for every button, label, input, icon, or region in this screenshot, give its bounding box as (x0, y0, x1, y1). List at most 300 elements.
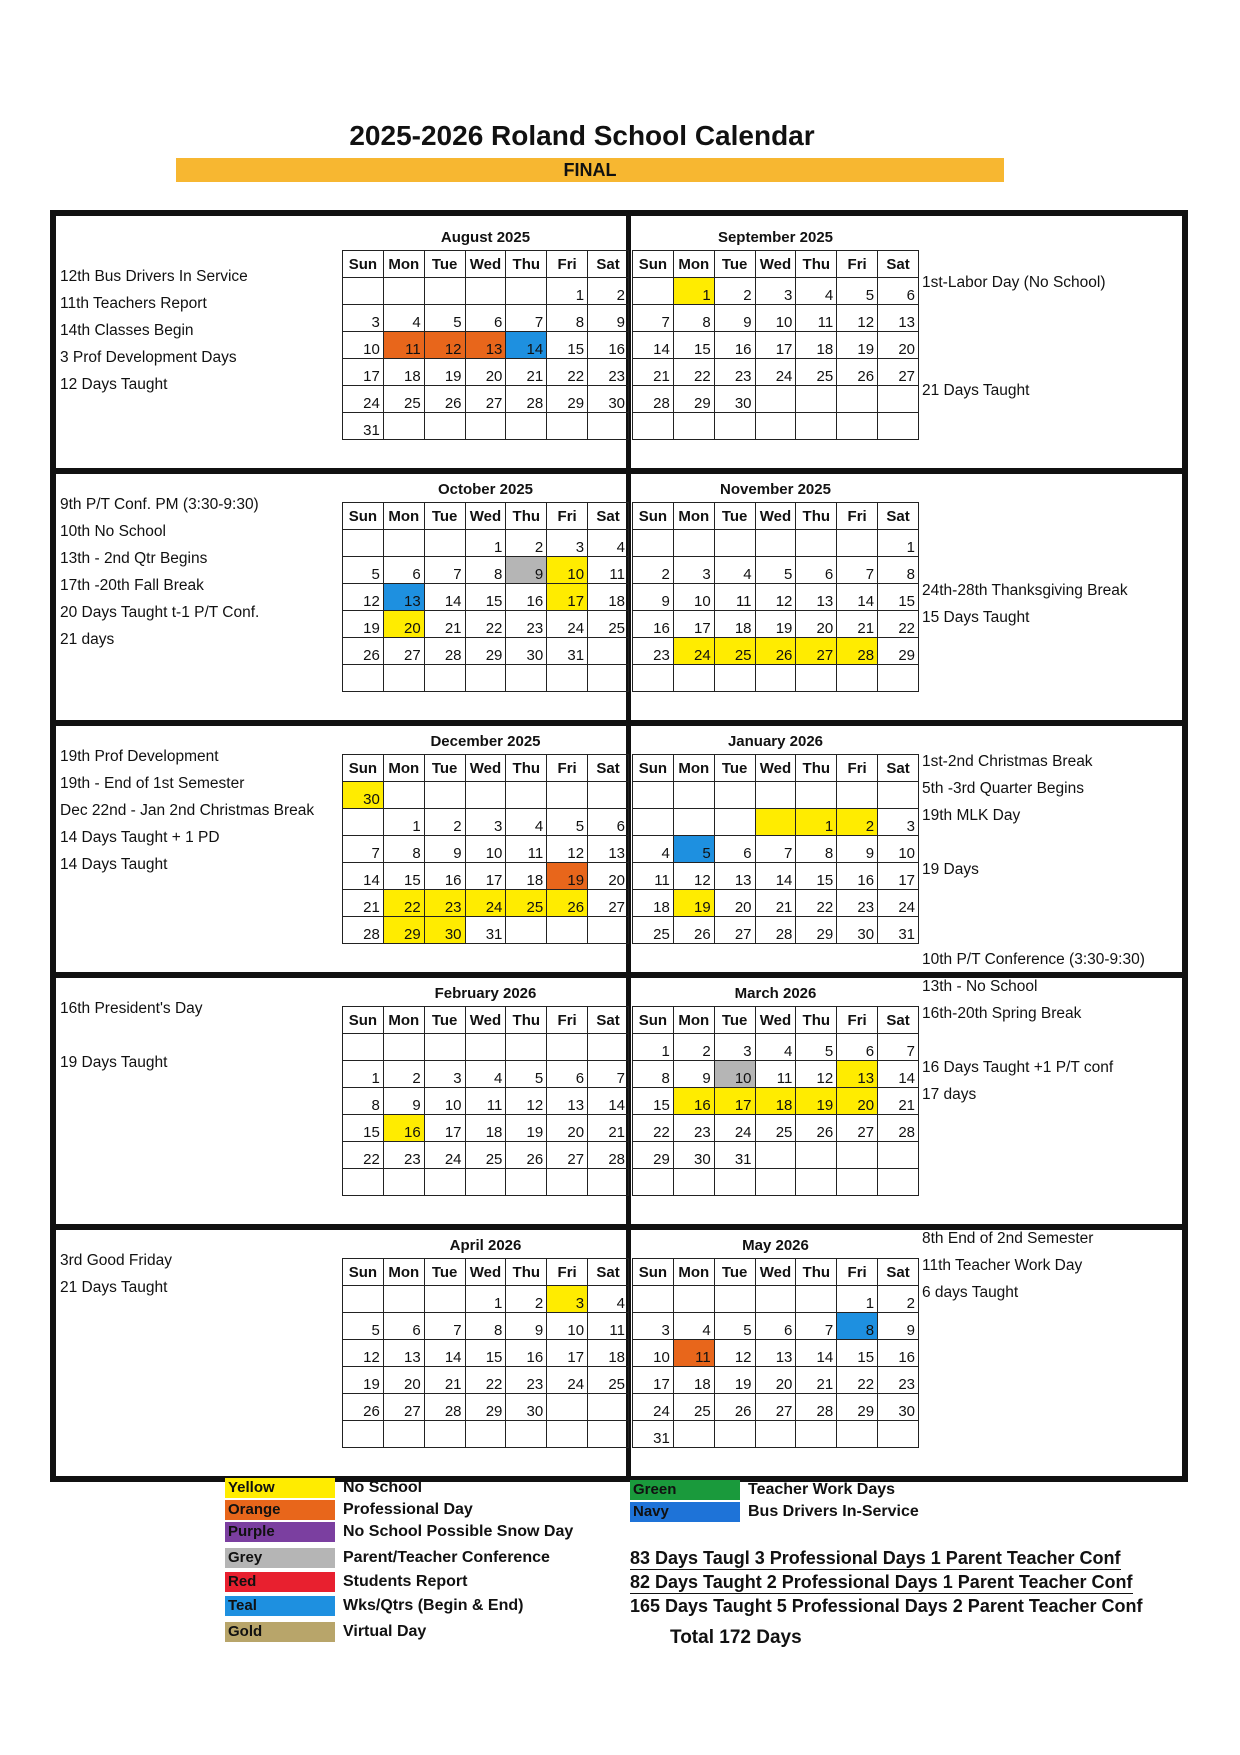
day-cell: 18 (673, 1367, 714, 1394)
legend-swatch: Navy (630, 1502, 740, 1522)
day-cell: 4 (588, 530, 629, 557)
day-cell: 15 (878, 584, 919, 611)
day-cell: 5 (343, 557, 384, 584)
day-cell (633, 278, 674, 305)
day-cell: 16 (383, 1115, 424, 1142)
day-cell: 28 (588, 1142, 629, 1169)
calendar-note: 5th -3rd Quarter Begins (922, 780, 1084, 797)
legend-item (225, 1596, 523, 1616)
day-cell (673, 665, 714, 692)
day-cell: 27 (714, 917, 755, 944)
day-cell (796, 386, 837, 413)
day-cell: 4 (588, 1286, 629, 1313)
day-cell (755, 1421, 796, 1448)
calendar-note: 13th - No School (922, 978, 1038, 995)
day-cell: 20 (465, 359, 506, 386)
band-divider (56, 720, 1182, 726)
day-cell: 20 (588, 863, 629, 890)
day-cell: 17 (755, 332, 796, 359)
day-cell (633, 530, 674, 557)
day-cell: 23 (837, 890, 878, 917)
weekday-header: Wed (465, 1259, 506, 1286)
day-cell: 29 (383, 917, 424, 944)
day-cell (343, 665, 384, 692)
weekday-header: Thu (506, 251, 547, 278)
legend-swatch: Purple (225, 1522, 335, 1542)
day-cell: 12 (673, 863, 714, 890)
day-cell (424, 278, 465, 305)
day-cell: 3 (547, 530, 588, 557)
day-cell: 2 (878, 1286, 919, 1313)
day-cell (714, 1286, 755, 1313)
day-cell: 28 (343, 917, 384, 944)
weekday-header: Thu (796, 503, 837, 530)
day-cell: 9 (506, 557, 547, 584)
day-cell: 15 (343, 1115, 384, 1142)
day-cell: 6 (547, 1061, 588, 1088)
weekday-header: Fri (837, 755, 878, 782)
day-cell: 12 (714, 1340, 755, 1367)
day-cell: 4 (383, 305, 424, 332)
day-cell: 3 (465, 809, 506, 836)
day-cell: 15 (796, 863, 837, 890)
day-cell: 4 (755, 1034, 796, 1061)
legend-label: Wks/Qtrs (Begin & End) (343, 1597, 524, 1614)
day-cell: 9 (878, 1313, 919, 1340)
day-cell (383, 530, 424, 557)
day-cell: 19 (755, 611, 796, 638)
calendar-note: 14th Classes Begin (60, 322, 194, 339)
day-cell: 27 (383, 1394, 424, 1421)
day-cell: 30 (588, 386, 629, 413)
day-cell: 19 (547, 863, 588, 890)
day-cell (547, 1169, 588, 1196)
weekday-header: Tue (424, 755, 465, 782)
day-cell: 31 (633, 1421, 674, 1448)
month-march-2026 (632, 980, 919, 1196)
day-cell: 23 (714, 359, 755, 386)
day-cell: 17 (343, 359, 384, 386)
day-cell (755, 386, 796, 413)
day-cell: 5 (837, 278, 878, 305)
day-cell: 10 (633, 1340, 674, 1367)
day-cell: 27 (588, 890, 629, 917)
day-cell: 20 (837, 1088, 878, 1115)
day-cell (633, 809, 674, 836)
day-cell (547, 1421, 588, 1448)
calendar-note: 1st-2nd Christmas Break (922, 753, 1093, 770)
day-cell: 16 (424, 863, 465, 890)
day-cell: 21 (424, 1367, 465, 1394)
day-cell: 9 (383, 1088, 424, 1115)
legend-label: Virtual Day (343, 1623, 427, 1640)
calendar-note: 16th President's Day (60, 1000, 203, 1017)
day-cell: 24 (878, 890, 919, 917)
day-cell: 11 (383, 332, 424, 359)
day-cell: 16 (878, 1340, 919, 1367)
day-cell (878, 413, 919, 440)
day-cell: 31 (878, 917, 919, 944)
day-cell (547, 782, 588, 809)
weekday-header: Mon (673, 251, 714, 278)
day-cell (465, 1169, 506, 1196)
day-cell: 26 (796, 1115, 837, 1142)
day-cell: 11 (755, 1061, 796, 1088)
day-cell: 28 (796, 1394, 837, 1421)
day-cell: 9 (633, 584, 674, 611)
weekday-header: Fri (837, 503, 878, 530)
legend-item (630, 1502, 919, 1522)
day-cell: 21 (755, 890, 796, 917)
month-name: October 2025 (437, 481, 534, 498)
day-cell: 2 (506, 1286, 547, 1313)
day-cell: 20 (755, 1367, 796, 1394)
legend-item (225, 1478, 422, 1498)
day-cell: 3 (755, 278, 796, 305)
day-cell: 8 (633, 1061, 674, 1088)
day-cell (588, 917, 629, 944)
legend-label: Bus Drivers In-Service (748, 1503, 919, 1520)
summary-line-3: 165 Days Taught 5 Professional Days 2 Parent Teacher Conf (630, 1596, 1143, 1616)
day-cell (755, 1142, 796, 1169)
legend-label: Students Report (343, 1573, 468, 1590)
month-january-2026 (632, 728, 919, 944)
month-name: February 2026 (434, 985, 537, 1002)
day-cell (796, 530, 837, 557)
day-cell: 1 (796, 809, 837, 836)
day-cell: 30 (506, 1394, 547, 1421)
day-cell: 14 (755, 863, 796, 890)
day-cell: 19 (837, 332, 878, 359)
day-cell (673, 1169, 714, 1196)
day-cell: 28 (878, 1115, 919, 1142)
day-cell: 14 (588, 1088, 629, 1115)
day-cell (588, 413, 629, 440)
day-cell: 6 (588, 809, 629, 836)
day-cell (383, 1286, 424, 1313)
day-cell: 5 (714, 1313, 755, 1340)
calendar-note: 1st-Labor Day (No School) (922, 274, 1106, 291)
day-cell: 30 (878, 1394, 919, 1421)
calendar-note: 14 Days Taught (60, 856, 168, 873)
weekday-header: Fri (837, 1259, 878, 1286)
day-cell: 22 (837, 1367, 878, 1394)
day-cell: 13 (383, 584, 424, 611)
weekday-header: Tue (714, 1259, 755, 1286)
day-cell (506, 917, 547, 944)
calendar-note: 17 days (922, 1086, 977, 1103)
day-cell: 28 (633, 386, 674, 413)
day-cell: 26 (673, 917, 714, 944)
day-cell (878, 1142, 919, 1169)
day-cell: 5 (424, 305, 465, 332)
calendar-note: 3rd Good Friday (60, 1252, 172, 1269)
day-cell: 29 (796, 917, 837, 944)
month-grid (632, 502, 919, 692)
day-cell: 22 (633, 1115, 674, 1142)
month-september-2025 (632, 224, 919, 440)
day-cell: 24 (633, 1394, 674, 1421)
day-cell: 21 (424, 611, 465, 638)
day-cell: 23 (588, 359, 629, 386)
day-cell (465, 665, 506, 692)
weekday-header: Tue (424, 251, 465, 278)
month-grid (632, 754, 919, 944)
day-cell: 24 (547, 1367, 588, 1394)
day-cell: 2 (588, 278, 629, 305)
day-cell: 4 (506, 809, 547, 836)
day-cell: 6 (714, 836, 755, 863)
month-name: November 2025 (720, 481, 831, 498)
day-cell (673, 1421, 714, 1448)
legend-label: No School Possible Snow Day (343, 1523, 574, 1540)
day-cell: 26 (343, 638, 384, 665)
weekday-header: Sat (878, 755, 919, 782)
day-cell: 7 (588, 1061, 629, 1088)
day-cell: 12 (837, 305, 878, 332)
legend-item (630, 1480, 895, 1500)
day-cell: 18 (796, 332, 837, 359)
day-cell: 10 (547, 1313, 588, 1340)
weekday-header: Sun (633, 503, 674, 530)
day-cell (343, 1169, 384, 1196)
day-cell: 2 (424, 809, 465, 836)
weekday-header: Mon (673, 1259, 714, 1286)
month-name: August 2025 (440, 229, 531, 246)
day-cell: 18 (506, 863, 547, 890)
day-cell: 28 (424, 1394, 465, 1421)
weekday-header: Sun (343, 1007, 384, 1034)
day-cell: 15 (465, 1340, 506, 1367)
day-cell: 6 (837, 1034, 878, 1061)
legend-swatch: Orange (225, 1500, 335, 1520)
day-cell: 14 (796, 1340, 837, 1367)
day-cell: 31 (547, 638, 588, 665)
day-cell: 13 (547, 1088, 588, 1115)
day-cell: 14 (878, 1061, 919, 1088)
day-cell (837, 1169, 878, 1196)
weekday-header: Thu (506, 503, 547, 530)
weekday-header: Sat (878, 503, 919, 530)
calendar-note: 17th -20th Fall Break (60, 577, 204, 594)
day-cell: 2 (673, 1034, 714, 1061)
day-cell (755, 665, 796, 692)
day-cell: 26 (714, 1394, 755, 1421)
day-cell: 7 (878, 1034, 919, 1061)
day-cell (343, 1421, 384, 1448)
month-grid (342, 1258, 629, 1448)
day-cell: 10 (714, 1061, 755, 1088)
day-cell: 6 (383, 1313, 424, 1340)
day-cell: 17 (424, 1115, 465, 1142)
day-cell (796, 1142, 837, 1169)
day-cell: 15 (547, 332, 588, 359)
day-cell: 25 (714, 638, 755, 665)
day-cell: 21 (343, 890, 384, 917)
day-cell: 24 (547, 611, 588, 638)
weekday-header: Fri (547, 755, 588, 782)
day-cell (588, 665, 629, 692)
calendar-note: 16 Days Taught +1 P/T conf (922, 1059, 1114, 1076)
day-cell: 6 (755, 1313, 796, 1340)
day-cell: 11 (465, 1088, 506, 1115)
month-grid (342, 754, 629, 944)
day-cell: 25 (633, 917, 674, 944)
day-cell: 8 (465, 1313, 506, 1340)
day-cell: 4 (714, 557, 755, 584)
day-cell: 3 (673, 557, 714, 584)
day-cell: 25 (465, 1142, 506, 1169)
calendar-note: 20 Days Taught t-1 P/T Conf. (60, 604, 260, 621)
day-cell (343, 278, 384, 305)
day-cell: 7 (424, 557, 465, 584)
day-cell (424, 1034, 465, 1061)
day-cell (878, 1421, 919, 1448)
day-cell: 4 (673, 1313, 714, 1340)
legend-swatch: Green (630, 1480, 740, 1500)
day-cell (755, 530, 796, 557)
weekday-header: Sun (343, 251, 384, 278)
day-cell: 25 (383, 386, 424, 413)
day-cell (878, 386, 919, 413)
day-cell (343, 530, 384, 557)
day-cell: 8 (673, 305, 714, 332)
calendar-note: Dec 22nd - Jan 2nd Christmas Break (60, 802, 315, 819)
weekday-header: Thu (506, 755, 547, 782)
day-cell: 21 (837, 611, 878, 638)
day-cell: 1 (383, 809, 424, 836)
weekday-header: Sat (588, 251, 629, 278)
weekday-header: Fri (547, 251, 588, 278)
day-cell: 2 (506, 530, 547, 557)
day-cell (383, 665, 424, 692)
day-cell: 19 (343, 611, 384, 638)
day-cell: 23 (383, 1142, 424, 1169)
day-cell (755, 1286, 796, 1313)
day-cell: 11 (796, 305, 837, 332)
calendar-note: 12 Days Taught (60, 376, 168, 393)
day-cell (383, 1421, 424, 1448)
page-title: 2025-2026 Roland School Calendar (349, 120, 815, 151)
day-cell (506, 782, 547, 809)
day-cell: 22 (796, 890, 837, 917)
weekday-header: Sat (588, 1007, 629, 1034)
day-cell: 26 (424, 386, 465, 413)
day-cell (506, 1034, 547, 1061)
day-cell: 24 (755, 359, 796, 386)
month-name: April 2026 (449, 1237, 522, 1254)
day-cell: 23 (506, 1367, 547, 1394)
day-cell (796, 782, 837, 809)
day-cell: 1 (878, 530, 919, 557)
calendar-note: 10th P/T Conference (3:30-9:30) (922, 951, 1145, 968)
weekday-header: Wed (465, 755, 506, 782)
weekday-header: Mon (383, 755, 424, 782)
weekday-header: Sat (878, 1259, 919, 1286)
day-cell: 2 (383, 1061, 424, 1088)
day-cell: 25 (588, 611, 629, 638)
day-cell: 23 (506, 611, 547, 638)
day-cell (796, 1286, 837, 1313)
day-cell: 3 (547, 1286, 588, 1313)
day-cell (588, 1034, 629, 1061)
day-cell: 8 (383, 836, 424, 863)
day-cell: 23 (673, 1115, 714, 1142)
legend-item (225, 1522, 573, 1542)
day-cell (424, 782, 465, 809)
day-cell: 12 (424, 332, 465, 359)
legend-item (225, 1622, 426, 1642)
day-cell: 1 (547, 278, 588, 305)
weekday-header: Wed (755, 755, 796, 782)
day-cell: 13 (714, 863, 755, 890)
day-cell: 3 (878, 809, 919, 836)
day-cell: 6 (796, 557, 837, 584)
day-cell: 17 (878, 863, 919, 890)
day-cell (714, 665, 755, 692)
day-cell: 10 (673, 584, 714, 611)
day-cell: 16 (633, 611, 674, 638)
day-cell: 24 (465, 890, 506, 917)
day-cell (837, 782, 878, 809)
day-cell: 20 (878, 332, 919, 359)
legend-swatch: Gold (225, 1622, 335, 1642)
legend-swatch: Yellow (225, 1478, 335, 1498)
weekday-header: Sun (633, 1259, 674, 1286)
day-cell (633, 1169, 674, 1196)
weekday-header: Tue (714, 503, 755, 530)
day-cell: 30 (506, 638, 547, 665)
day-cell (878, 782, 919, 809)
day-cell: 17 (673, 611, 714, 638)
month-may-2026 (632, 1232, 919, 1448)
day-cell: 25 (588, 1367, 629, 1394)
day-cell: 29 (465, 1394, 506, 1421)
day-cell: 22 (547, 359, 588, 386)
day-cell (343, 809, 384, 836)
calendar-note: 21 Days Taught (60, 1279, 168, 1296)
day-cell: 29 (837, 1394, 878, 1421)
day-cell: 29 (547, 386, 588, 413)
calendar-note: 19 Days (922, 861, 979, 878)
day-cell: 8 (837, 1313, 878, 1340)
day-cell: 29 (633, 1142, 674, 1169)
final-banner: FINAL (176, 158, 1004, 182)
day-cell (506, 1421, 547, 1448)
day-cell: 14 (633, 332, 674, 359)
day-cell: 22 (465, 1367, 506, 1394)
day-cell: 16 (506, 584, 547, 611)
day-cell (424, 665, 465, 692)
day-cell: 23 (424, 890, 465, 917)
day-cell: 20 (547, 1115, 588, 1142)
legend-item (225, 1500, 473, 1520)
day-cell: 28 (424, 638, 465, 665)
weekday-header: Sun (633, 251, 674, 278)
weekday-header: Wed (465, 1007, 506, 1034)
day-cell: 28 (506, 386, 547, 413)
day-cell: 31 (714, 1142, 755, 1169)
weekday-header: Sun (343, 755, 384, 782)
day-cell (506, 413, 547, 440)
day-cell: 23 (633, 638, 674, 665)
day-cell: 26 (837, 359, 878, 386)
day-cell: 27 (796, 638, 837, 665)
day-cell: 10 (547, 557, 588, 584)
day-cell: 18 (383, 359, 424, 386)
day-cell: 1 (343, 1061, 384, 1088)
day-cell: 1 (465, 530, 506, 557)
